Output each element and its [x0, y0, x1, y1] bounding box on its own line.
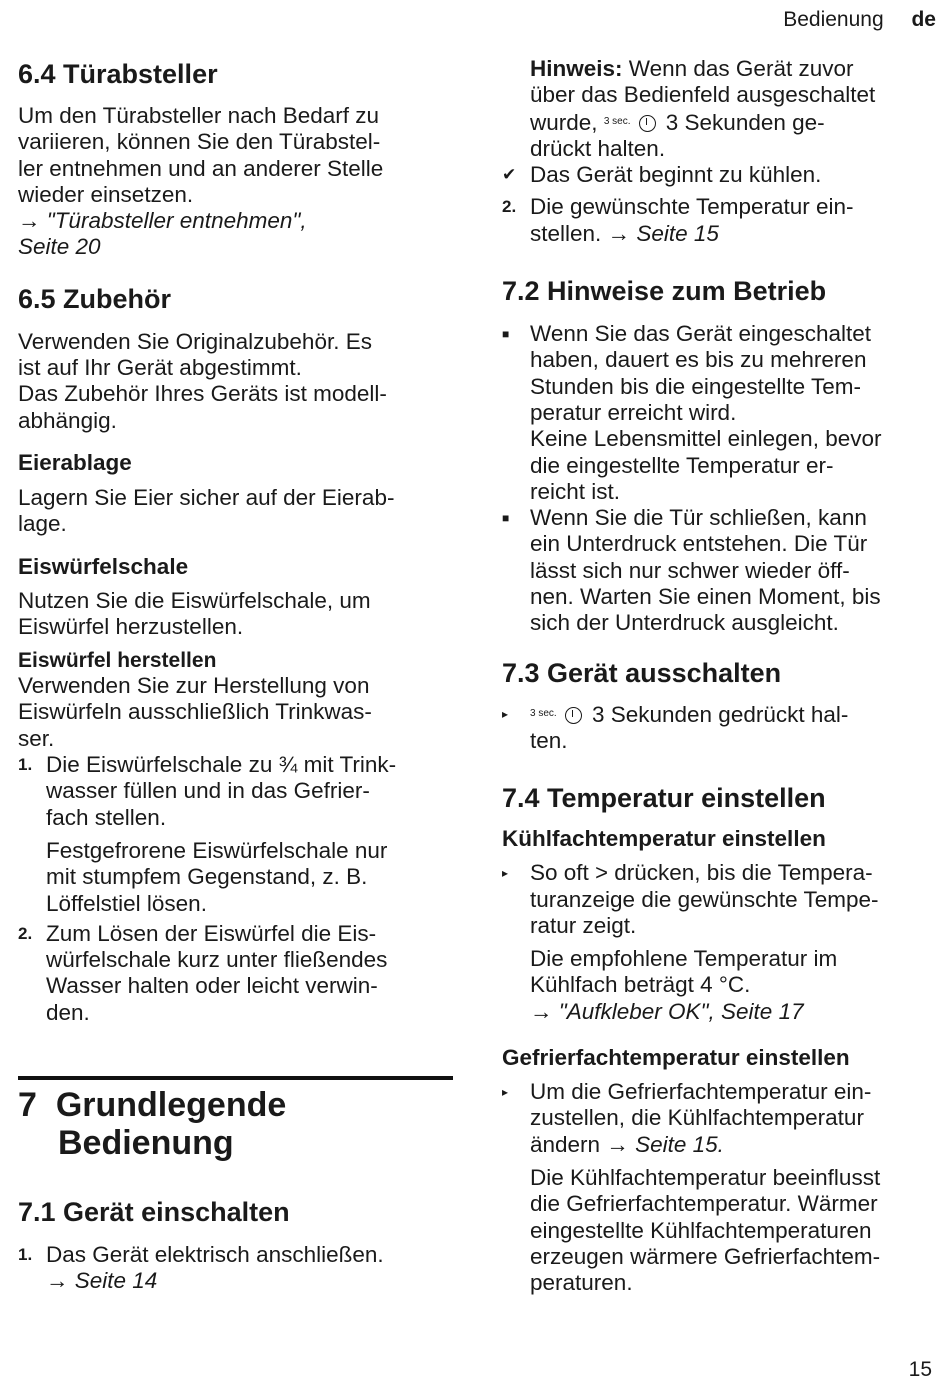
action-item: [502, 860, 937, 1025]
square-bullet-icon: ■: [502, 327, 510, 342]
left-column: [18, 50, 453, 1295]
paragraph-tuerabsteller: [18, 103, 453, 261]
chapter-heading-7: [18, 1076, 453, 1162]
text-line: Lagern Sie Eier sicher auf der Eierab-: [18, 484, 395, 510]
step-item: [18, 1242, 453, 1295]
square-bullet-icon: ■: [502, 511, 510, 526]
text-line: variieren, können Sie den Türabstel-: [18, 129, 381, 155]
text-line: eingestellte Kühlfachtemperaturen: [530, 1217, 872, 1243]
text-span: 3 Sekunden ge-: [665, 109, 825, 135]
text-line: ten.: [530, 727, 568, 753]
text-line: den.: [46, 999, 90, 1025]
heading-eiswuerfelschale: Eiswürfelschale: [18, 553, 189, 579]
text-line: Löffelstiel lösen.: [46, 890, 207, 916]
paragraph-eiswuerfelschale: [18, 588, 453, 641]
text-line: ist auf Ihr Gerät abgestimmt.: [18, 355, 302, 381]
text-span: Wenn das Gerät zuvor: [622, 56, 854, 81]
step-item: [18, 752, 453, 917]
text-line: Das Zubehör Ihres Geräts ist modell-: [18, 381, 387, 407]
text-line: die eingestellte Temperatur er-: [530, 452, 834, 478]
text-line: über das Bedienfeld ausgeschaltet: [530, 82, 876, 108]
text-line: peratur erreicht wird.: [530, 399, 737, 425]
text-line: nen. Warten Sie einen Moment, bis: [530, 584, 881, 610]
chapter-number: 7: [18, 1086, 37, 1125]
paragraph-eierablage: [18, 485, 453, 538]
power-icon: [639, 115, 656, 132]
heading-7-2: 7.2 Hinweise zum Betrieb: [502, 276, 827, 307]
heading-kuehlfachtemperatur: Kühlfachtemperatur einstellen: [502, 826, 826, 852]
text-span: 3 Sekunden gedrückt hal-: [591, 701, 849, 727]
text-line: Keine Lebensmittel einlegen, bevor: [530, 426, 882, 452]
triangle-bullet-icon: ▸: [502, 1085, 509, 1100]
text-span: So oft: [530, 860, 589, 886]
hint-label: Hinweis:: [530, 56, 623, 81]
step-number: 2.: [18, 923, 33, 943]
text-line: Das Gerät elektrisch anschließen.: [46, 1242, 384, 1268]
page-number: 15: [908, 1358, 932, 1381]
chapter-title-line1: Grundlegende: [55, 1086, 287, 1125]
text-line: Eiswürfel herzustellen.: [18, 613, 244, 639]
power-icon: [565, 707, 582, 724]
bullet-item: [502, 321, 937, 505]
text-line: mit stumpfem Gegenstand, z. B.: [46, 864, 368, 890]
heading-6-4: 6.4 Türabsteller: [18, 59, 218, 89]
text-line: sich der Unterdruck ausgleicht.: [530, 610, 839, 636]
heading-7-1: 7.1 Gerät einschalten: [18, 1197, 290, 1228]
text-line: Kühlfach beträgt 4 °C.: [530, 972, 751, 998]
text-line: Wasser halten oder leicht verwin-: [46, 973, 378, 999]
text-line: turanzeige die gewünschte Tempe-: [530, 886, 879, 912]
step-number: 2.: [502, 197, 517, 217]
heading-7-4: 7.4 Temperatur einstellen: [502, 783, 826, 814]
step-note: [46, 838, 453, 917]
action-note: [530, 1165, 937, 1296]
cross-reference-link[interactable]: → "Türabsteller entnehmen",: [18, 208, 307, 234]
text-span: wurde,: [530, 109, 598, 135]
text-span: ändern: [530, 1131, 601, 1157]
text-line: Die empfohlene Temperatur im: [530, 946, 838, 972]
text-line: Eiswürfeln ausschließlich Trinkwas-: [18, 699, 372, 725]
cross-reference-link[interactable]: → Seite 14: [46, 1268, 158, 1294]
text-line: ratur zeigt.: [530, 912, 637, 938]
running-header: [783, 8, 936, 32]
text-line: fach stellen.: [46, 804, 167, 830]
three-seconds-label: 3 sec.: [530, 707, 557, 719]
paragraph-eiswuerfel-herstellen: [18, 673, 453, 752]
text-line: Die gewünschte Temperatur ein-: [530, 194, 854, 220]
cross-reference-link[interactable]: Seite 20: [18, 234, 101, 260]
paragraph-zubehoer: [18, 329, 453, 434]
hint-note: [502, 56, 937, 162]
text-line: Um die Gefrierfachtemperatur ein-: [530, 1079, 872, 1105]
step-number: 1.: [18, 755, 33, 775]
right-column: [502, 50, 937, 1296]
text-line: Stunden bis die eingestellte Tem-: [530, 373, 862, 399]
text-line: Um den Türabsteller nach Bedarf zu: [18, 103, 380, 128]
text-line: Nutzen Sie die Eiswürfelschale, um: [18, 587, 371, 613]
text-line: Verwenden Sie zur Herstellung von: [18, 673, 370, 699]
heading-eiswuerfel-herstellen: Eiswürfel herstellen: [18, 649, 217, 673]
triangle-bullet-icon: ▸: [502, 706, 509, 721]
text-line: Wenn Sie das Gerät eingeschaltet: [530, 321, 872, 347]
text-line: Die Eiswürfelschale zu ¾ mit Trink-: [46, 752, 397, 778]
step-number: 1.: [18, 1245, 33, 1265]
text-line: Festgefrorene Eiswürfelschale nur: [46, 837, 388, 863]
cross-reference-link[interactable]: → "Aufkleber OK", Seite 17: [530, 998, 804, 1024]
text-line: wieder einsetzen.: [18, 181, 194, 207]
triangle-bullet-icon: ▸: [502, 866, 509, 881]
text-line: lage.: [18, 511, 67, 537]
header-language: de: [911, 8, 936, 31]
text-line: ler entnehmen und an anderer Stelle: [18, 155, 384, 181]
text-line: abhängig.: [18, 407, 117, 433]
text-line: peraturen.: [530, 1270, 633, 1296]
three-seconds-label: 3 sec.: [603, 115, 631, 127]
text-line: Die Kühlfachtemperatur beeinflusst: [530, 1164, 881, 1190]
text-line: drückt halten.: [530, 135, 666, 161]
text-line: Wenn Sie die Tür schließen, kann: [530, 505, 867, 531]
chevron-right-icon: >: [595, 860, 608, 886]
text-line: haben, dauert es bis zu mehreren: [530, 347, 867, 373]
text-line: Verwenden Sie Originalzubehör. Es: [18, 328, 372, 354]
text-line: die Gefrierfachtemperatur. Wärmer: [530, 1191, 878, 1217]
text-line: Das Gerät beginnt zu kühlen.: [530, 162, 822, 188]
text-line: lässt sich nur schwer wieder öff-: [530, 557, 850, 583]
chapter-title-line2: Bedienung: [58, 1124, 234, 1163]
text-line: erzeugen wärmere Gefrierfachtem-: [530, 1243, 881, 1269]
text-span: drücken, bis die Tempera-: [614, 860, 873, 886]
heading-7-3: 7.3 Gerät ausschalten: [502, 657, 782, 688]
text-line: ein Unterdruck entstehen. Die Tür: [530, 531, 868, 557]
text-line: reicht ist.: [530, 478, 621, 504]
text-line: zustellen, die Kühlfachtemperatur: [530, 1105, 864, 1131]
text-span: stellen.: [530, 220, 602, 246]
checkmark-icon: ✔: [502, 165, 517, 185]
cross-reference-link[interactable]: → Seite 15: [607, 220, 719, 246]
bullet-item: [502, 505, 937, 636]
heading-gefrierfachtemperatur: Gefrierfachtemperatur einstellen: [502, 1045, 850, 1071]
result-item: [502, 162, 937, 188]
action-item: [502, 1079, 937, 1296]
cross-reference-link[interactable]: → Seite 15.: [606, 1131, 724, 1157]
text-line: würfelschale kurz unter fließendes: [46, 947, 388, 973]
text-line: ser.: [18, 725, 55, 751]
text-line: wasser füllen und in das Gefrier-: [46, 778, 370, 804]
heading-eierablage: Eierablage: [18, 449, 132, 475]
action-item: [502, 701, 937, 755]
text-line: Zum Lösen der Eiswürfel die Eis-: [46, 920, 377, 946]
action-note: [530, 946, 937, 1025]
step-item: [18, 921, 453, 1026]
step-item: [502, 194, 937, 247]
heading-6-5: 6.5 Zubehör: [18, 283, 172, 314]
header-section: Bedienung: [783, 8, 884, 31]
